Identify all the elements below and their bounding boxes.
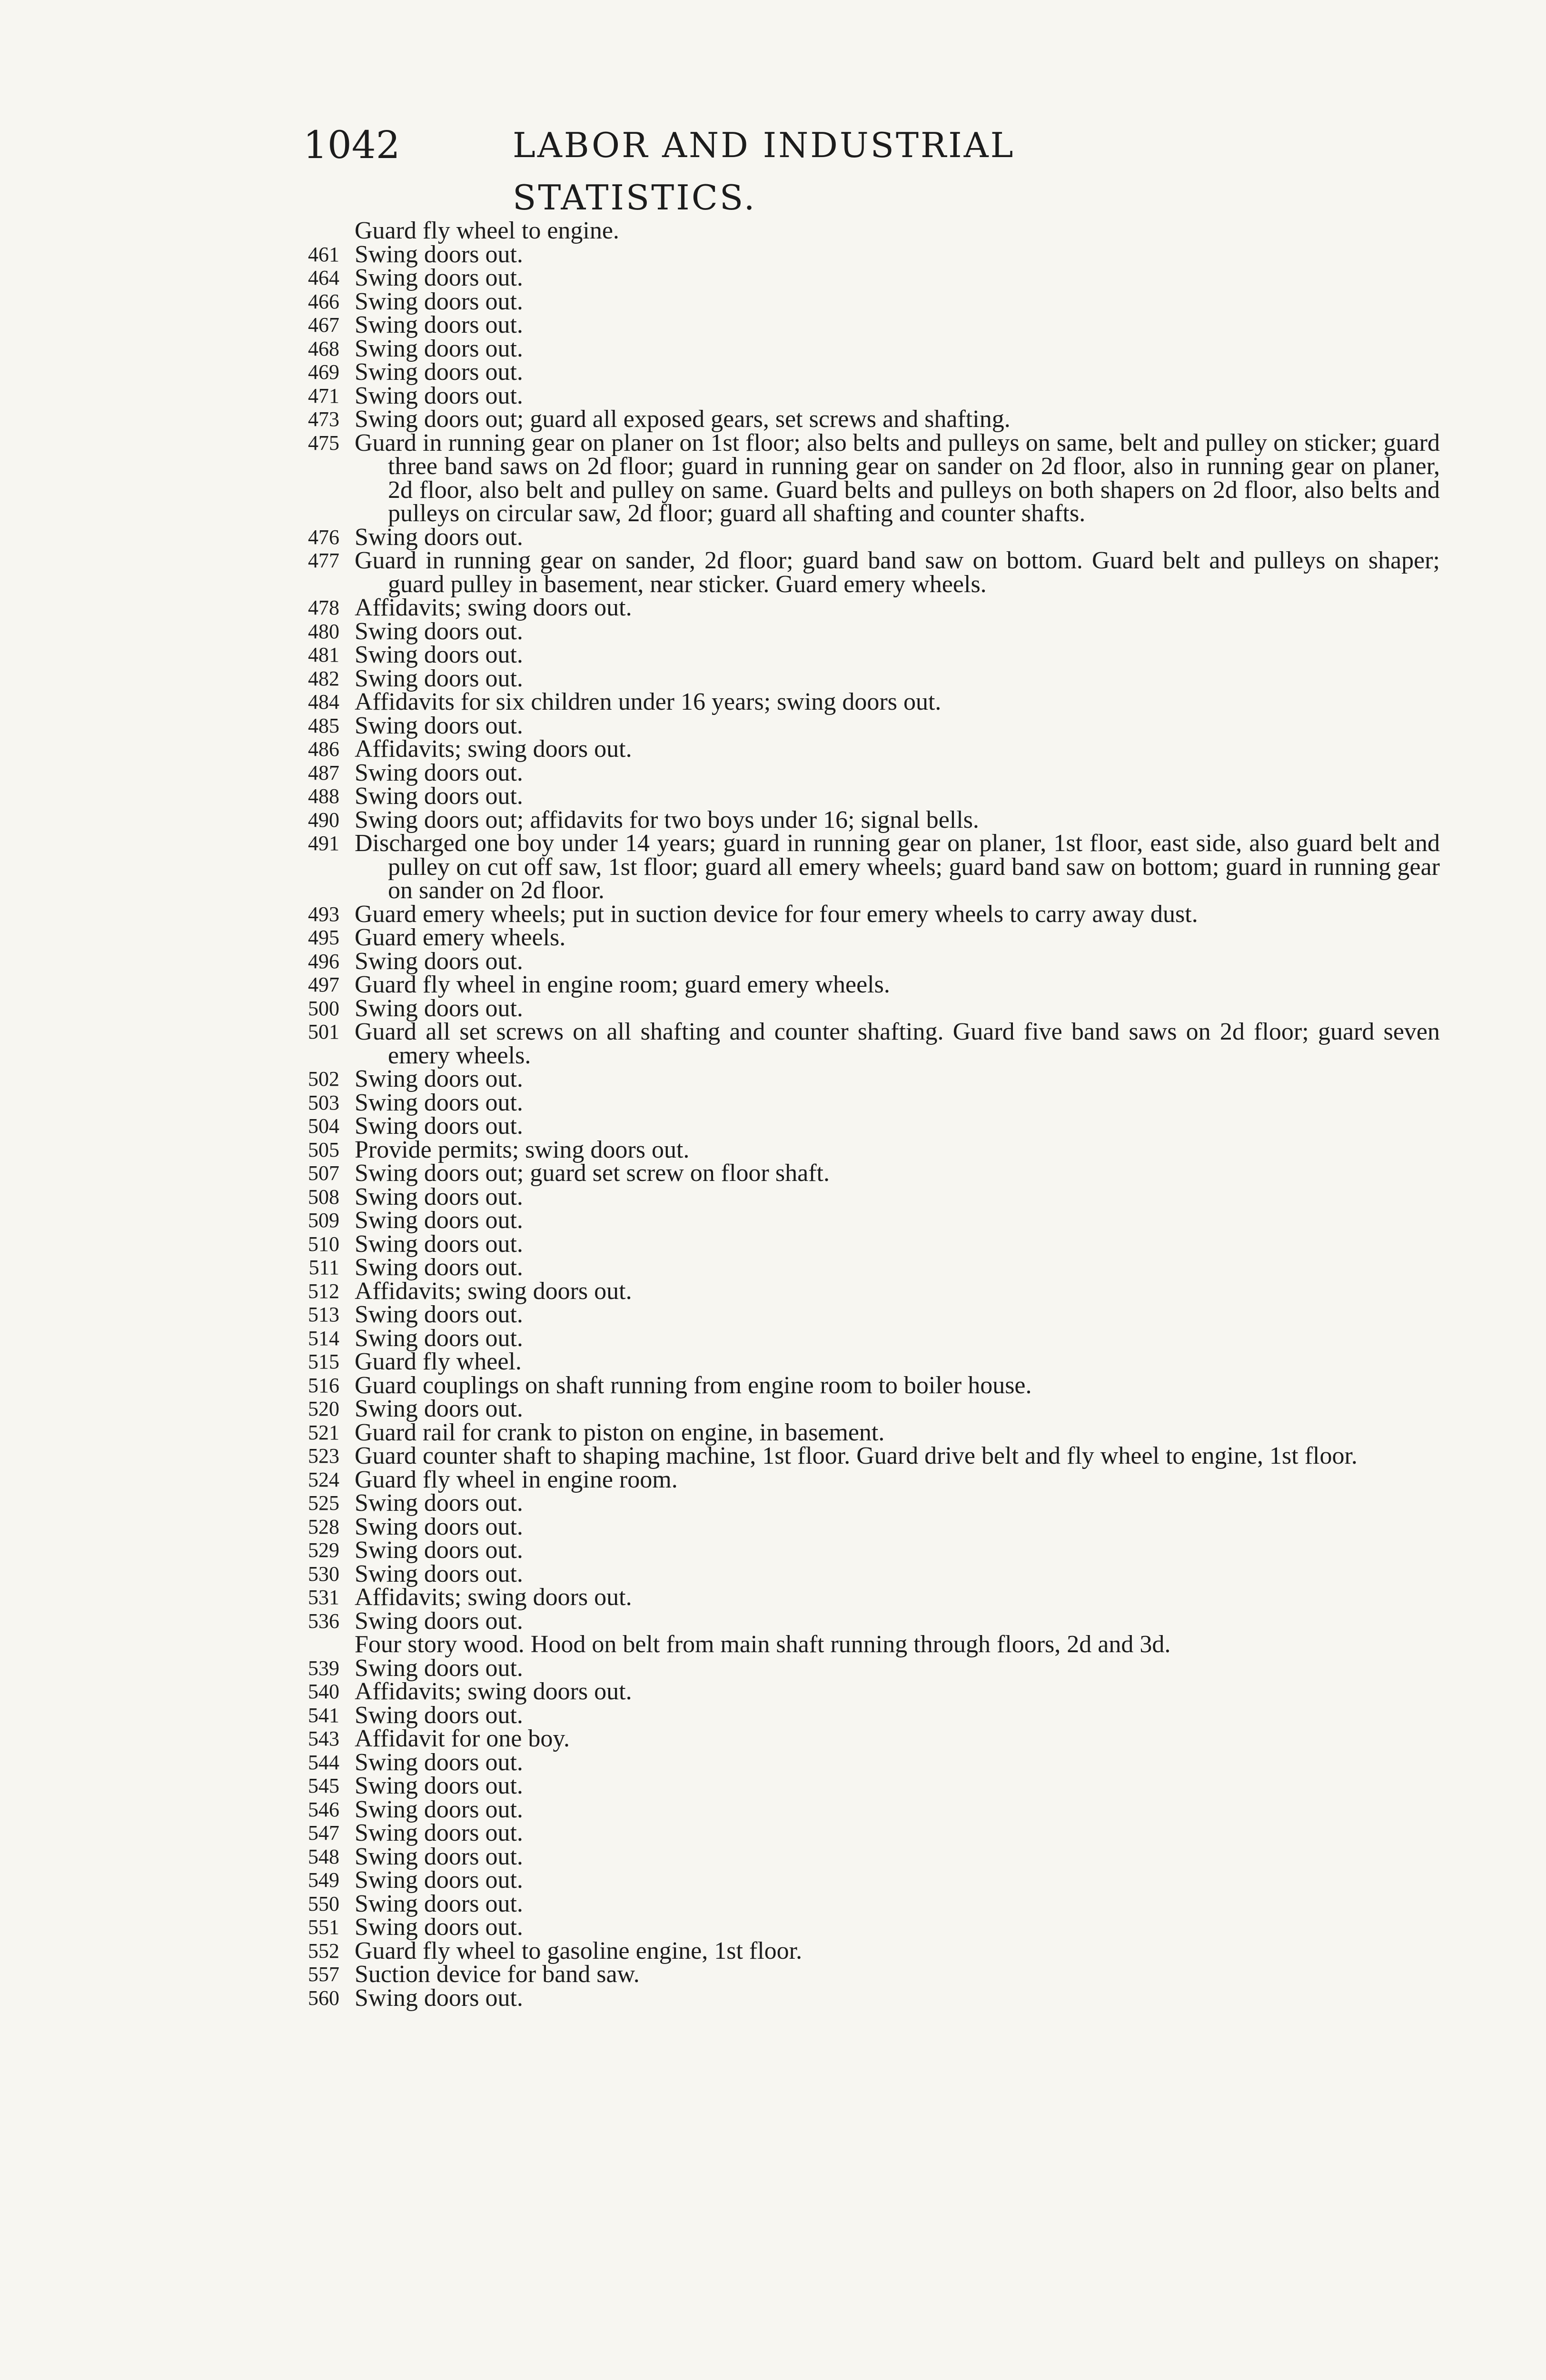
entry-number: 529 — [308, 1538, 339, 1562]
entry-text: Swing doors out. — [355, 1089, 523, 1116]
entry-text: Swing doors out. — [355, 617, 523, 645]
entry-number: 531 — [308, 1586, 339, 1609]
entry-number: 521 — [308, 1420, 339, 1444]
entry-text: Affidavits; swing doors out. — [355, 1277, 632, 1305]
list-item — [274, 549, 1440, 596]
entry-text: Guard emery wheels. — [355, 924, 566, 951]
entry-number: 473 — [308, 407, 339, 431]
list-item — [274, 617, 1440, 645]
entry-number: 523 — [308, 1444, 339, 1468]
entry-number: 530 — [308, 1562, 339, 1586]
entry-text: Swing doors out. — [355, 1513, 523, 1540]
entry-text: Swing doors out. — [355, 311, 523, 338]
list-item — [274, 1256, 1440, 1279]
list-item — [274, 832, 1440, 902]
entry-number: 475 — [308, 431, 339, 455]
entry-number: 515 — [308, 1350, 339, 1373]
entry-text: Guard counter shaft to shaping machine, 1st floor. Guard drive belt and fly wheel to engine, 1st floor. — [355, 1442, 1358, 1469]
list-item — [274, 1727, 1440, 1751]
entry-text: Affidavits; swing doors out. — [355, 1678, 632, 1705]
list-item — [274, 266, 1440, 290]
list-item — [274, 1232, 1440, 1256]
entry-text: Guard all set screws on all shafting and counter shafting. Guard five band saws on 2d floor; guard seven emery wheels. — [355, 1018, 1440, 1069]
entry-text: Guard couplings on shaft running from engine room to boiler house. — [355, 1371, 1032, 1399]
entry-number: 491 — [308, 832, 339, 855]
entry-text: Swing doors out. — [355, 1489, 523, 1517]
entry-number: 486 — [308, 737, 339, 761]
entry-number: 511 — [308, 1256, 339, 1279]
page-header — [303, 119, 1265, 218]
list-item — [274, 1538, 1440, 1562]
entry-text: Swing doors out. — [355, 1795, 523, 1823]
entry-text: Swing doors out. — [355, 1207, 523, 1234]
entry-number: 536 — [308, 1609, 339, 1633]
entry-text: Guard rail for crank to piston on engine, in basement. — [355, 1418, 885, 1446]
entry-number: 541 — [308, 1703, 339, 1727]
entry-text: Affidavits; swing doors out. — [355, 1584, 632, 1611]
entry-number: 513 — [308, 1303, 339, 1326]
entry-number: 487 — [308, 761, 339, 784]
entry-text: Swing doors out. — [355, 1254, 523, 1281]
list-item — [274, 1444, 1440, 1468]
list-item — [274, 926, 1440, 950]
entry-number: 516 — [308, 1373, 339, 1397]
entry-text: Swing doors out. — [355, 1914, 523, 1941]
entry-text: Swing doors out. — [355, 1866, 523, 1894]
list-item — [274, 1701, 1440, 1729]
list-item — [274, 1774, 1440, 1798]
list-item — [274, 1138, 1440, 1162]
list-item — [274, 290, 1440, 314]
entry-number: 502 — [308, 1067, 339, 1091]
entry-number: 485 — [308, 714, 339, 737]
list-item — [274, 1303, 1440, 1327]
entry-number: 510 — [308, 1232, 339, 1256]
entry-text: Swing doors out. — [355, 240, 523, 268]
entry-text: Swing doors out. — [355, 288, 523, 315]
entry-text: Swing doors out. — [355, 947, 523, 975]
entry-text: Affidavits for six children under 16 years; swing doors out. — [355, 688, 941, 715]
entry-number: 501 — [308, 1020, 339, 1043]
entry-text: Swing doors out. — [355, 264, 523, 291]
entry-number: 495 — [308, 926, 339, 949]
entry-text: Swing doors out. — [355, 712, 523, 739]
entry-text: Provide permits; swing doors out. — [355, 1136, 690, 1163]
entry-number: 466 — [308, 289, 339, 313]
list-item — [274, 1562, 1440, 1586]
entry-text: Guard fly wheel in engine room; guard emery wheels. — [355, 971, 890, 998]
entry-text: Guard emery wheels; put in suction device for four emery wheels to carry away dust. — [355, 900, 1198, 928]
entry-number: 549 — [308, 1868, 339, 1892]
entry-text: Swing doors out. — [355, 664, 523, 692]
entry-number: 512 — [308, 1279, 339, 1303]
entry-number: 545 — [308, 1774, 339, 1797]
list-item — [274, 808, 1440, 832]
entry-text: Four story wood. Hood on belt from main shaft running through floors, 2d and 3d. — [355, 1631, 1171, 1658]
list-item — [274, 1279, 1440, 1303]
list-item — [274, 219, 1440, 243]
entry-number: 461 — [308, 242, 339, 266]
list-item — [274, 523, 1440, 551]
entry-list — [274, 219, 1440, 2010]
entry-text: Swing doors out; guard set screw on floor shaft. — [355, 1160, 830, 1187]
entry-text: Affidavits; swing doors out. — [355, 735, 632, 763]
entry-number: 493 — [308, 902, 339, 926]
list-item — [274, 690, 1440, 714]
list-item — [274, 1515, 1440, 1539]
entry-number: 509 — [308, 1209, 339, 1232]
list-item — [274, 431, 1440, 526]
entry-text: Swing doors out. — [355, 1537, 523, 1564]
entry-number: 505 — [308, 1138, 339, 1161]
entry-text: Swing doors out. — [355, 1112, 523, 1140]
entry-text: Swing doors out. — [355, 1301, 523, 1328]
entry-number: 540 — [308, 1680, 339, 1703]
entry-text: Swing doors out; guard all exposed gears, set screws and shafting. — [355, 406, 1011, 433]
list-item — [274, 384, 1440, 408]
list-item — [274, 1114, 1440, 1138]
entry-number: 482 — [308, 666, 339, 690]
list-item — [274, 1845, 1440, 1869]
entry-number: 500 — [308, 996, 339, 1020]
entry-number: 551 — [308, 1915, 339, 1939]
list-item — [274, 1680, 1440, 1704]
entry-text: Swing doors out. — [355, 641, 523, 668]
entry-number: 504 — [308, 1114, 339, 1138]
list-item — [274, 1209, 1440, 1232]
entry-text: Swing doors out. — [355, 1843, 523, 1870]
list-item — [274, 994, 1440, 1022]
list-item — [274, 1633, 1440, 1656]
entry-text: Swing doors out. — [355, 1772, 523, 1799]
entry-text: Swing doors out. — [355, 1654, 523, 1682]
entry-text: Swing doors out. — [355, 382, 523, 409]
entry-number: 508 — [308, 1185, 339, 1209]
entry-text: Swing doors out. — [355, 1183, 523, 1210]
entry-number: 543 — [308, 1727, 339, 1750]
list-item — [274, 1963, 1440, 1986]
list-item — [274, 1656, 1440, 1680]
entry-text: Swing doors out. — [355, 1748, 523, 1776]
list-item — [274, 1185, 1440, 1209]
entry-text: Swing doors out. — [355, 335, 523, 362]
entry-text: Suction device for band saw. — [355, 1961, 640, 1988]
entry-text: Guard in running gear on sander, 2d floor; guard band saw on bottom. Guard belt and pulleys on shaper; guard pulley in basement, near sticker. Guard emery wheels. — [355, 547, 1440, 598]
entry-number: 467 — [308, 313, 339, 337]
list-item — [274, 643, 1440, 667]
list-item — [274, 664, 1440, 692]
entry-number: 525 — [308, 1491, 339, 1515]
entry-number: 478 — [308, 596, 339, 619]
entry-number: 528 — [308, 1515, 339, 1538]
page-number: 1042 — [303, 123, 400, 167]
entry-number: 471 — [308, 384, 339, 407]
entry-text: Swing doors out. — [355, 1230, 523, 1258]
entry-text: Swing doors out. — [355, 1065, 523, 1092]
list-item — [274, 337, 1440, 361]
entry-text: Guard fly wheel. — [355, 1348, 522, 1375]
entry-number: 490 — [308, 808, 339, 832]
entry-number: 514 — [308, 1326, 339, 1350]
entry-text: Guard in running gear on planer on 1st floor; also belts and pulleys on same, belt and pulley on sticker; guard three band saws on 2d floor; guard in running gear on sander on 2d floor, also in running gear on planer, 2d floor, also belt and pulley on same. Guard belts and pulleys on both shapers on 2d floor, also belts and pulleys on circular saw, 2d floor; guard all shafting and counter shafts. — [355, 429, 1440, 527]
entry-text: Swing doors out. — [355, 783, 523, 810]
entry-text: Swing doors out. — [355, 994, 523, 1022]
entry-number: 477 — [308, 549, 339, 572]
entry-text: Guard fly wheel to engine. — [355, 217, 619, 244]
entry-text: Discharged one boy under 14 years; guard in running gear on planer, 1st floor, east side, also guard belt and pulley on cut off saw, 1st floor; guard all emery wheels; guard band saw on bottom; guard in running gear on sander on 2d floor. — [355, 830, 1440, 904]
entry-number: 469 — [308, 360, 339, 384]
entry-text: Swing doors out. — [355, 1395, 523, 1422]
entry-number: 544 — [308, 1750, 339, 1774]
entry-number: 548 — [308, 1844, 339, 1868]
list-item — [274, 1939, 1440, 1963]
list-item — [274, 1821, 1440, 1845]
list-item — [274, 1609, 1440, 1633]
entry-number: 520 — [308, 1397, 339, 1420]
list-item — [274, 1418, 1440, 1446]
list-item — [274, 1795, 1440, 1823]
list-item — [274, 761, 1440, 785]
list-item — [274, 1748, 1440, 1776]
entry-text: Affidavit for one boy. — [355, 1725, 570, 1752]
list-item — [274, 947, 1440, 975]
entry-text: Swing doors out; affidavits for two boys under 16; signal bells. — [355, 806, 979, 833]
list-item — [274, 784, 1440, 808]
list-item — [274, 1892, 1440, 1916]
list-item — [274, 1986, 1440, 2010]
list-item — [274, 1091, 1440, 1115]
entry-number: 524 — [308, 1468, 339, 1491]
list-item — [274, 737, 1440, 761]
list-item — [274, 902, 1440, 926]
list-item — [274, 240, 1440, 268]
entry-number: 503 — [308, 1091, 339, 1114]
entry-number: 464 — [308, 266, 339, 289]
entry-number: 547 — [308, 1821, 339, 1844]
entry-number: 539 — [308, 1656, 339, 1680]
entry-text: Swing doors out. — [355, 1607, 523, 1635]
list-item — [274, 714, 1440, 738]
list-item — [274, 1915, 1440, 1939]
entry-text: Guard fly wheel to gasoline engine, 1st floor. — [355, 1937, 803, 1964]
entry-number: 497 — [308, 973, 339, 996]
running-title: LABOR AND INDUSTRIAL STATISTICS. — [513, 125, 1015, 218]
entry-text: Swing doors out. — [355, 1324, 523, 1352]
entry-text: Swing doors out. — [355, 358, 523, 386]
list-item — [274, 1397, 1440, 1421]
entry-number: 507 — [308, 1161, 339, 1185]
entry-text: Swing doors out. — [355, 1984, 523, 2012]
list-item — [274, 973, 1440, 997]
list-item — [274, 1350, 1440, 1374]
entry-text: Affidavits; swing doors out. — [355, 594, 632, 621]
entry-text: Swing doors out. — [355, 1560, 523, 1587]
entry-number: 468 — [308, 337, 339, 360]
entry-text: Guard fly wheel in engine room. — [355, 1466, 678, 1493]
list-item — [274, 1371, 1440, 1399]
entry-number: 552 — [308, 1939, 339, 1963]
entry-number: 476 — [308, 525, 339, 549]
entry-number: 480 — [308, 619, 339, 643]
entry-number: 557 — [308, 1963, 339, 1986]
list-item — [274, 313, 1440, 337]
list-item — [274, 1468, 1440, 1492]
list-item — [274, 1491, 1440, 1515]
entry-number: 484 — [308, 690, 339, 714]
list-item — [274, 407, 1440, 431]
list-item — [274, 1020, 1440, 1067]
entry-text: Swing doors out. — [355, 1890, 523, 1917]
entry-number: 560 — [308, 1986, 339, 2010]
list-item — [274, 596, 1440, 620]
entry-text: Swing doors out. — [355, 1701, 523, 1729]
entry-text: Swing doors out. — [355, 1819, 523, 1846]
list-item — [274, 360, 1440, 384]
list-item — [274, 1324, 1440, 1352]
entry-number: 550 — [308, 1892, 339, 1915]
list-item — [274, 1868, 1440, 1892]
entry-number: 496 — [308, 949, 339, 973]
entry-text: Swing doors out. — [355, 759, 523, 786]
entry-text: Swing doors out. — [355, 523, 523, 551]
list-item — [274, 1586, 1440, 1609]
entry-number: 488 — [308, 784, 339, 808]
list-item — [274, 1067, 1440, 1091]
entry-number: 481 — [308, 643, 339, 666]
entry-number: 546 — [308, 1797, 339, 1821]
list-item — [274, 1161, 1440, 1185]
